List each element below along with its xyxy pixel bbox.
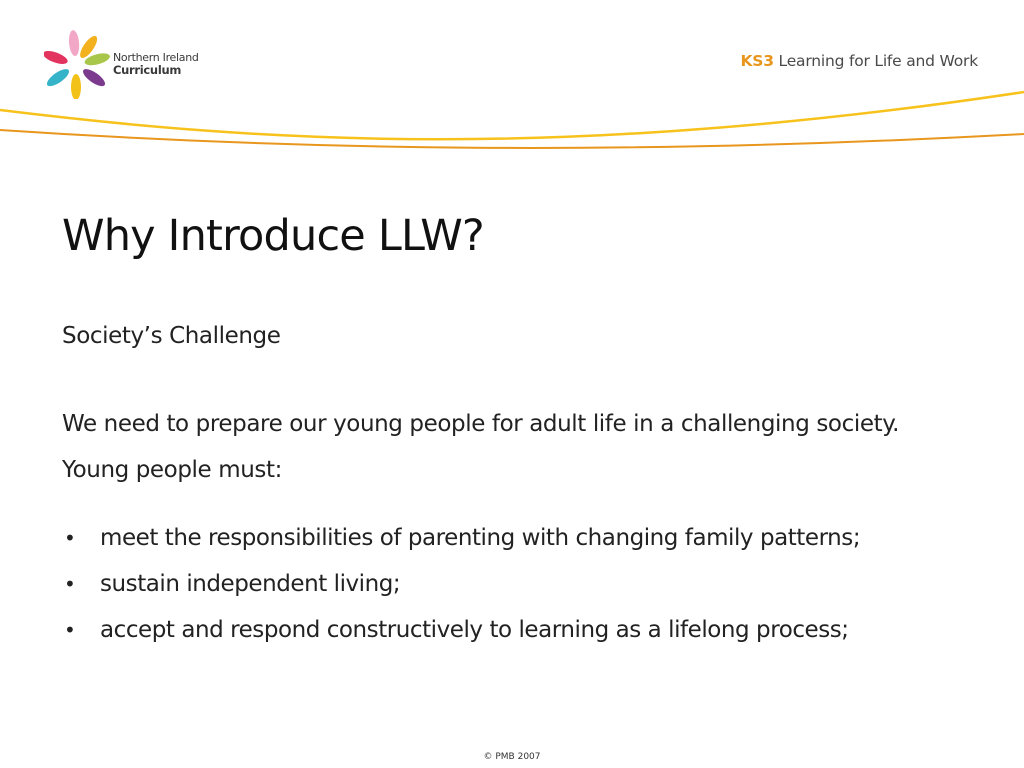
- slide-title: Why Introduce LLW?: [62, 211, 484, 261]
- bullet-icon: •: [64, 618, 76, 642]
- intro-paragraph: We need to prepare our young people for adult life in a challenging society. Young people must:: [62, 411, 900, 483]
- list-item: [62, 607, 1012, 653]
- logo-text: [113, 51, 199, 77]
- slide-subtitle: Society’s Challenge: [62, 323, 281, 349]
- bullet-text: accept and respond constructively to learning as a lifelong process;: [100, 617, 849, 643]
- bullet-text: meet the responsibilities of parenting with changing family patterns;: [100, 525, 861, 551]
- list-item: [62, 515, 1012, 561]
- list-item: [62, 561, 1012, 607]
- logo-line-curriculum: Curriculum: [113, 63, 182, 77]
- copyright-footer: © PMB 2007: [483, 752, 541, 762]
- header-subject-label: [740, 52, 978, 70]
- decorative-swoosh: [0, 84, 1024, 174]
- bullet-text: sustain independent living;: [100, 571, 401, 597]
- ks3-label: KS3: [740, 52, 774, 70]
- bullet-list: [62, 515, 1012, 653]
- logo-line-northern-ireland: Northern Ireland: [113, 51, 199, 64]
- subject-label: Learning for Life and Work: [778, 52, 978, 70]
- bullet-icon: •: [64, 572, 76, 596]
- bullet-icon: •: [64, 526, 76, 550]
